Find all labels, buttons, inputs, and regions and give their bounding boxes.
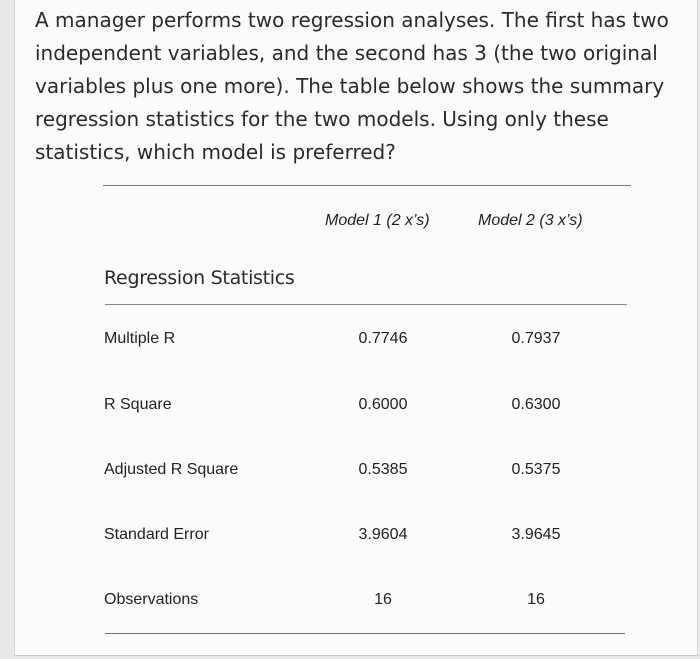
cell-adjusted-r-square-model-2: 0.5375 — [511, 461, 561, 478]
row-label-observations: Observations — [104, 591, 199, 608]
cell-observations-model-1: 16 — [374, 591, 392, 608]
table-bottom-rule — [105, 633, 625, 634]
cell-multiple-r-model-2: 0.7937 — [511, 330, 561, 347]
cell-standard-error-model-2: 3.9645 — [511, 526, 561, 543]
row-label-multiple-r: Multiple R — [104, 330, 176, 347]
row-label-standard-error: Standard Error — [104, 526, 209, 543]
cell-observations-model-2: 16 — [527, 591, 545, 608]
cell-r-square-model-1: 0.6000 — [358, 396, 408, 413]
table-header-rule — [105, 304, 627, 305]
column-header-model-2: Model 2 (3 x’s) — [478, 212, 583, 229]
row-label-r-square: R Square — [104, 396, 172, 413]
cell-multiple-r-model-1: 0.7746 — [358, 330, 408, 347]
row-label-adjusted-r-square: Adjusted R Square — [104, 461, 239, 478]
cell-adjusted-r-square-model-1: 0.5385 — [358, 461, 408, 478]
cell-standard-error-model-1: 3.9604 — [358, 526, 408, 543]
table-top-rule — [103, 185, 631, 186]
section-title: Regression Statistics — [104, 267, 295, 289]
question-card — [14, 0, 698, 656]
question-text: A manager performs two regression analyses. The first has two independent variables, and the second has 3 (the two original variables plus one more). The table below shows the summary regression statistics for the two models. Using only these statistics, which model is preferred? — [35, 8, 669, 164]
column-header-model-1: Model 1 (2 x’s) — [325, 212, 430, 229]
cell-r-square-model-2: 0.6300 — [511, 396, 561, 413]
